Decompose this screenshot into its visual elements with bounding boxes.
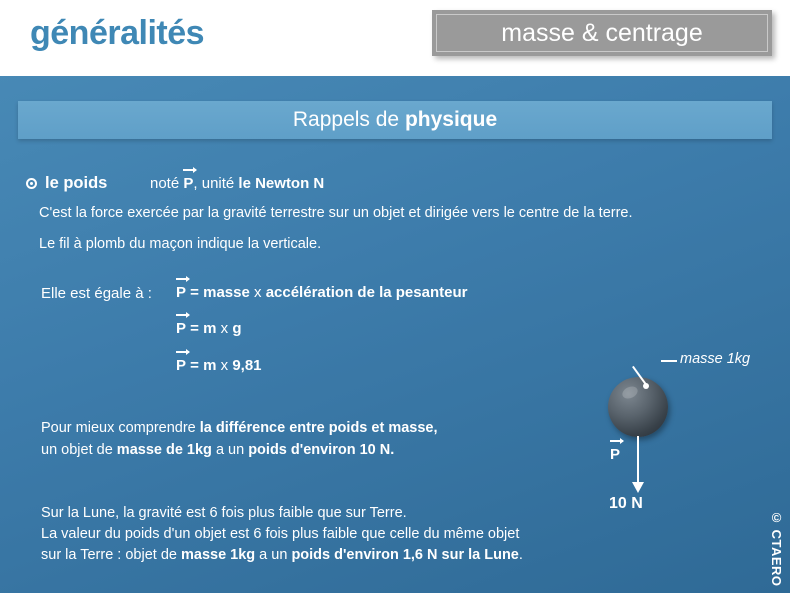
vector-p-glyph: P [610, 446, 621, 463]
vector-p-glyph: P [176, 320, 187, 337]
vector-p-glyph: P [176, 284, 187, 301]
force-diagram [560, 340, 780, 530]
compare-2-b: masse de 1kg [116, 442, 212, 458]
copyright-notice: © CTAERO [769, 510, 784, 587]
compare-1-a: Pour mieux comprendre [41, 420, 200, 436]
force-arrow-shaft [637, 436, 639, 484]
paragraph-moon-line-3 [41, 547, 523, 563]
paragraph-plumb-line: Le fil à plomb du maçon indique la verticale. [39, 236, 322, 252]
moon-3-b: masse 1kg [180, 547, 256, 563]
equation-3-operator: x [216, 357, 233, 374]
equation-1-term-a: masse [203, 284, 250, 301]
section-banner [18, 101, 772, 139]
sphere-object-icon [608, 377, 668, 437]
slide-header [0, 0, 790, 76]
paragraph-compare-line-2 [41, 442, 394, 458]
bullet-note [150, 175, 324, 192]
moon-3-c: a un [255, 547, 292, 563]
equation-3-equals: = [186, 357, 204, 374]
equation-2-term-b: g [232, 320, 242, 337]
equation-3-term-b: 9,81 [232, 357, 262, 374]
compare-2-d: poids d'environ 10 N. [248, 442, 395, 458]
equation-1 [176, 284, 467, 301]
banner-strong: physique [404, 108, 498, 131]
paragraph-moon-line-1: Sur la Lune, la gravité est 6 fois plus faible que sur Terre. [41, 505, 407, 521]
vector-p-glyph: P [183, 175, 194, 192]
paragraph-definition: C'est la force exercée par la gravité terrestre sur un objet et dirigée vers le centre de la terre. [39, 205, 633, 221]
section-banner-text [18, 101, 772, 139]
equation-1-equals: = [186, 284, 204, 301]
moon-3-d: poids d'environ 1,6 N sur la Lune [291, 547, 519, 563]
equation-2-equals: = [186, 320, 204, 337]
note-strong: le Newton N [238, 175, 325, 192]
diagram-mass-label: masse 1kg [680, 351, 751, 367]
leader-line-horizontal [661, 360, 677, 362]
equation-3 [176, 357, 262, 374]
note-prefix: noté [150, 175, 184, 192]
chapter-tab [432, 10, 772, 56]
page-title: généralités [30, 14, 205, 52]
equation-1-operator: x [249, 284, 266, 301]
compare-2-a: un objet de [41, 442, 117, 458]
paragraph-moon-line-2: La valeur du poids d'un objet est 6 fois plus faible que celle du même objet [41, 526, 520, 542]
moon-3-a: sur la Terre : objet de [41, 547, 181, 563]
note-middle: , unité [193, 175, 239, 192]
bullet-point-icon [26, 178, 37, 189]
banner-prefix: Rappels de [292, 108, 405, 131]
equation-1-term-b: accélération de la pesanteur [265, 284, 468, 301]
chapter-title: masse & centrage [501, 19, 703, 47]
equation-2-operator: x [216, 320, 233, 337]
equation-2 [176, 320, 241, 337]
compare-2-c: a un [211, 442, 249, 458]
bullet-title: le poids [45, 174, 108, 192]
equation-2-term-a: m [203, 320, 217, 337]
equation-3-term-a: m [203, 357, 217, 374]
moon-3-e: . [518, 547, 523, 563]
force-value-label: 10 N [609, 495, 643, 512]
force-arrow-head-icon [632, 482, 644, 493]
compare-1-b: la différence entre poids et masse, [199, 420, 438, 436]
paragraph-compare-line-1 [41, 420, 438, 436]
vector-p-glyph: P [176, 357, 187, 374]
equation-intro: Elle est égale à : [41, 285, 152, 302]
force-arrow-label [610, 446, 620, 463]
